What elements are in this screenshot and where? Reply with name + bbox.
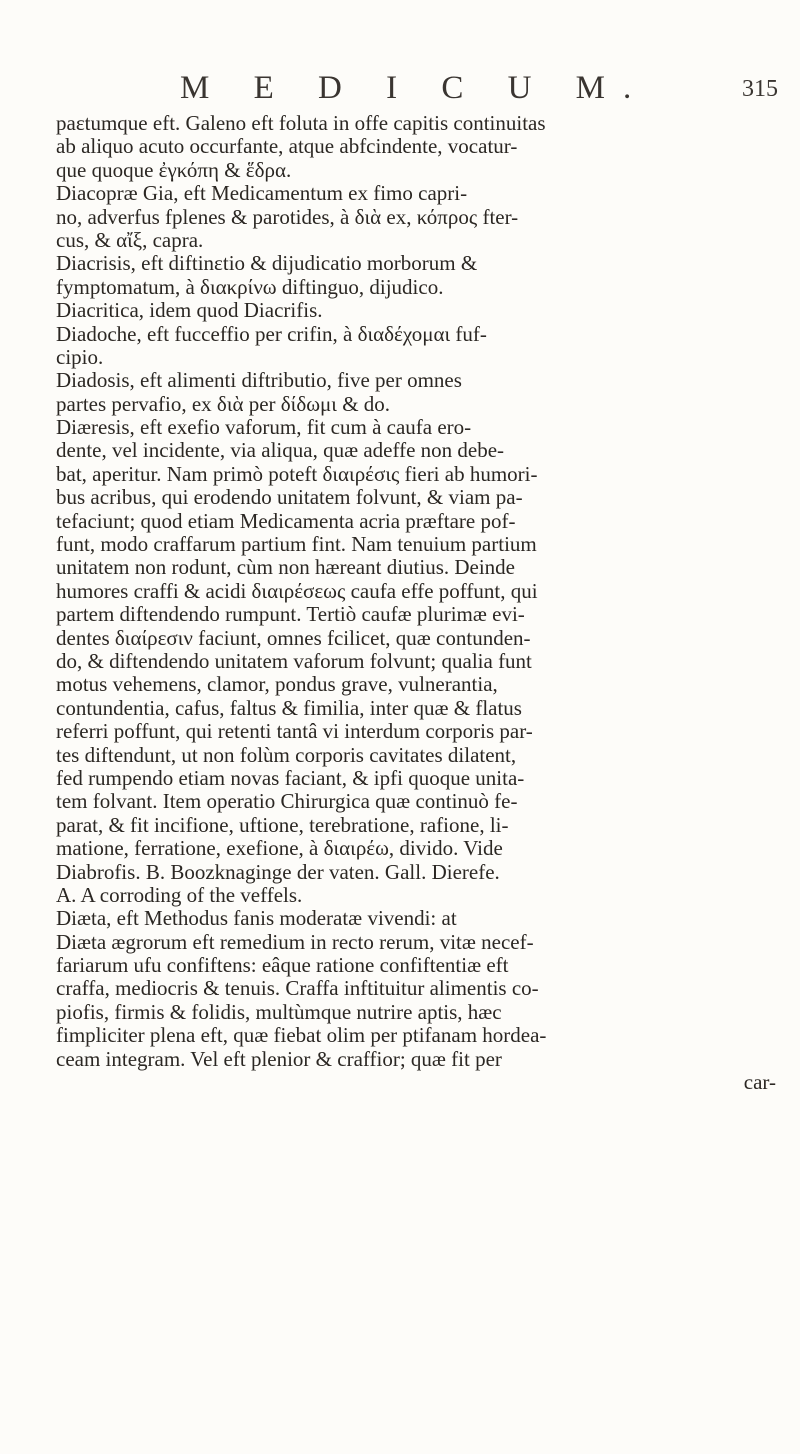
text-line: no, adverfus fplenes & parotides, à διὰ ex, κόπρος fter- <box>56 205 519 229</box>
text-line: parat, & fit incifione, uftione, terebratione, rafione, li- <box>56 813 509 837</box>
entry-diaeresis: Diæresis, eft exefio vaforum, fit cum à caufa ero- <box>56 416 472 440</box>
body-text <box>56 112 782 1094</box>
text-line: que quoque ἐγκόπη & ἕδρα. <box>56 158 292 182</box>
text-line: dente, vel incidente, via aliqua, quæ adeffe non debe- <box>56 439 505 463</box>
entry-diadosis: Diadosis, eft alimenti diftributio, five per omnes <box>56 369 462 393</box>
text-line: tem folvant. Item operatio Chirurgica quæ continuò fe- <box>56 790 518 814</box>
blank-lower-page <box>0 1215 800 1454</box>
text-line: unitatem non rodunt, cùm non hæreant diutius. Deinde <box>56 556 516 580</box>
text-line: partem diftendendo rumpunt. Tertiò caufæ plurimæ evi- <box>56 603 525 627</box>
text-line: ab aliquo acuto occurfante, atque abfcindente, vocatur- <box>56 135 518 159</box>
entry-diadoche: Diadoche, eft fucceffio per crifin, à διαδέχομαι fuf- <box>56 322 487 346</box>
text-line: tefaciunt; quod etiam Medicamenta acria præftare pof- <box>56 509 516 533</box>
text-line: fimpliciter plena eft, quæ fiebat olim per ptifanam hordea- <box>56 1024 547 1048</box>
text-line: dentes διαίρεσιν faciunt, omnes fcilicet, quæ contunden- <box>56 626 531 650</box>
text-line: fymptomatum, à διακρίνω diftinguo, dijudico. <box>56 275 444 299</box>
text-line: funt, modo craffarum partium fint. Nam tenuium partium <box>56 533 537 557</box>
text-line: A. A corroding of the veffels. <box>56 883 303 907</box>
text-line: piofis, firmis & folidis, multùmque nutrire aptis, hæc <box>56 1000 502 1024</box>
text-line: humores craffi & acidi διαιρέσεως caufa effe poffunt, qui <box>56 579 538 603</box>
text-line: cipio. <box>56 345 104 369</box>
text-line: Diabrofis. B. Boozknaginge der vaten. Gall. Dierefe. <box>56 860 500 884</box>
text-line: craffa, mediocris & tenuis. Craffa inftituitur alimentis co- <box>56 977 539 1001</box>
text-line: paɛtumque eft. Galeno eft foluta in offe capitis continuitas <box>56 112 546 135</box>
text-line: cus, & αἴξ, capra. <box>56 228 204 252</box>
text-line: partes pervafio, ex διὰ per δίδωμι & do. <box>56 392 391 416</box>
text-line: bus acribus, qui erodendo unitatem folvunt, & viam pa- <box>56 486 523 510</box>
text-line: referri poffunt, qui retenti tantâ vi interdum corporis par- <box>56 720 533 744</box>
entry-diaeta: Diæta, eft Methodus fanis moderatæ vivendi: at <box>56 907 457 931</box>
entry-diacrisis: Diacrisis, eft diftinɛtio & dijudicatio morborum & <box>56 252 478 276</box>
text-line: tes diftendunt, ut non folùm corporis cavitates dilatent, <box>56 743 517 767</box>
text-line: fariarum ufu confiftens: eâque ratione confiftentiæ eft <box>56 954 509 978</box>
text-line: ceam integram. Vel eft plenior & craffior; quæ fit per <box>56 1047 502 1071</box>
text-line: do, & diftendendo unitatem vaforum folvunt; qualia funt <box>56 649 532 673</box>
running-head: M E D I C U M. <box>180 70 650 106</box>
page-number: 315 <box>742 76 778 102</box>
text-line: contundentia, cafus, faltus & fimilia, inter quæ & flatus <box>56 696 522 720</box>
text-line: matione, ferratione, exefione, à διαιρέω, divido. Vide <box>56 837 503 861</box>
page-header <box>0 70 800 110</box>
entry-diacopraegia: Diacopræ Gia, eft Medicamentum ex fimo capri- <box>56 182 468 206</box>
text-line: bat, aperitur. Nam primò poteft διαιρέσις fieri ab humori- <box>56 462 538 486</box>
text-line: fed rumpendo etiam novas faciant, & ipfi quoque unita- <box>56 766 525 790</box>
text-line: motus vehemens, clamor, pondus grave, vulnerantia, <box>56 673 498 697</box>
entry-diacritica: Diacritica, idem quod Diacrifis. <box>56 299 323 323</box>
text-line: Diæta ægrorum eft remedium in recto rerum, vitæ necef- <box>56 930 534 954</box>
catchword: car- <box>743 1071 776 1095</box>
